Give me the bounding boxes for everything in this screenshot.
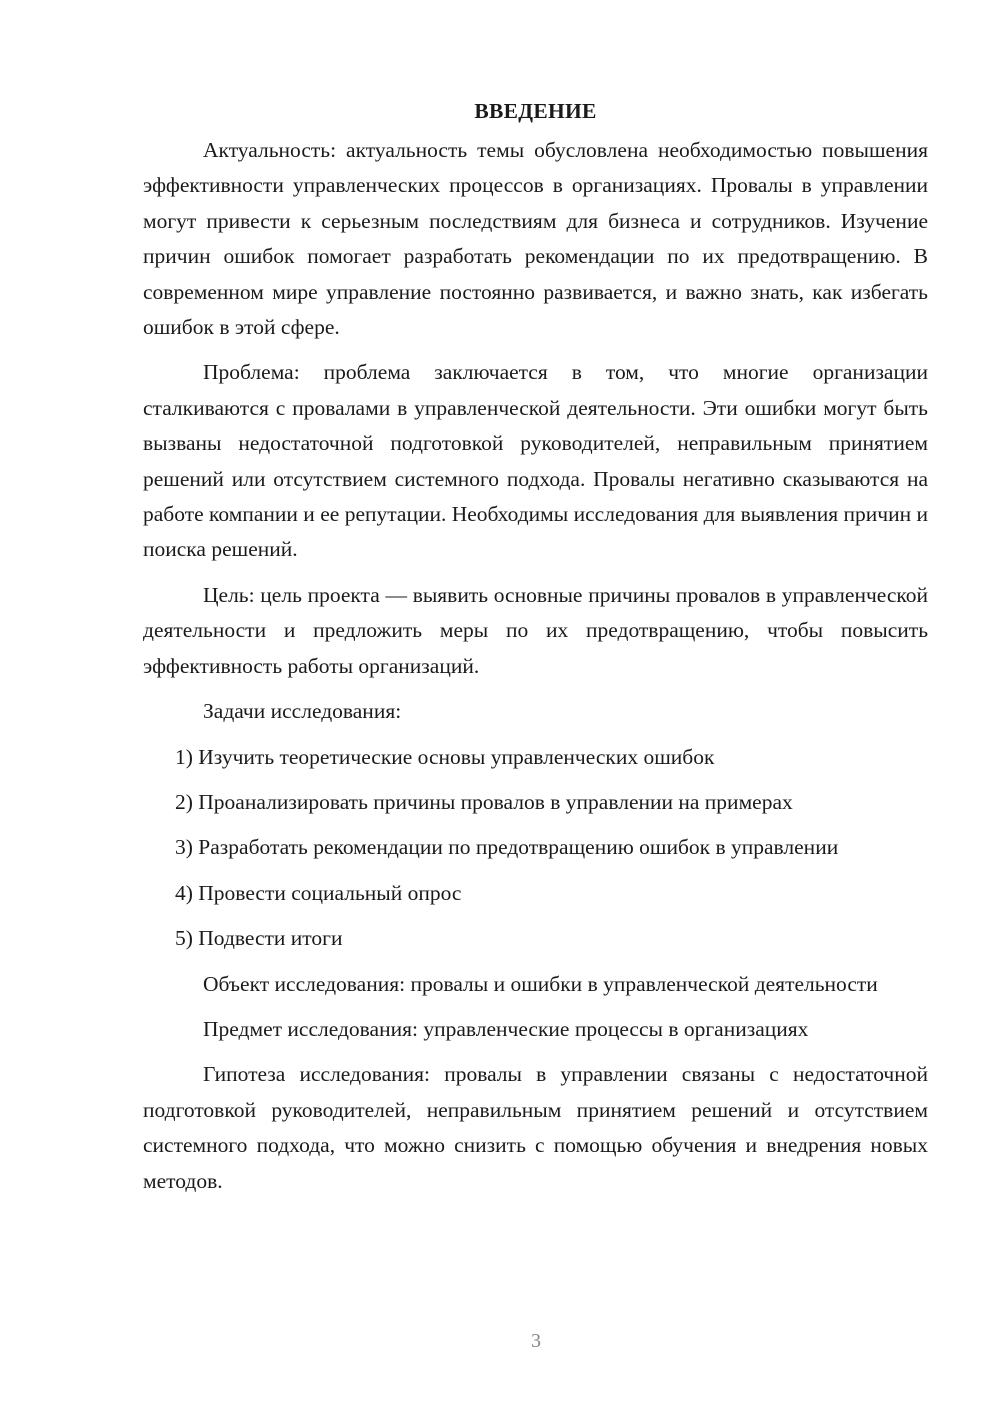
tasks-heading: Задачи исследования: [203, 699, 402, 724]
task-item-3: 3) Разработать рекомендации по предотвращению ошибок в управлении [175, 835, 839, 860]
page-number: 3 [531, 1330, 541, 1352]
page-title: ВВЕДЕНИЕ [474, 99, 597, 123]
task-item-4: 4) Провести социальный опрос [175, 880, 462, 905]
task-item-2: 2) Проанализировать причины провалов в управлении на примерах [175, 789, 793, 814]
task-item-5: 5) Подвести итоги [175, 926, 343, 951]
relevance-paragraph: Актуальность: актуальность темы обусловлена необходимостью повышения эффективности управленческих процессов в организациях. Провалы в управлении могут привести к серьезным последствиям для бизнеса и сотрудников. Изучение причин ошибок помогает разработать рекомендации по их предотвращению. В современном мире управление постоянно развивается, и важно знать, как избегать ошибок в этой сфере. [143, 138, 928, 340]
document-page [143, 96, 928, 1209]
object-paragraph: Объект исследования: провалы и ошибки в управленческой деятельности [203, 971, 878, 996]
hypothesis-paragraph: Гипотеза исследования: провалы в управлении связаны с недостаточной подготовкой руководителей, неправильным принятием решений и отсутствием системного подхода, что можно снизить с помощью обучения и внедрения новых методов. [143, 1062, 928, 1193]
subject-paragraph: Предмет исследования: управленческие процессы в организациях [203, 1016, 809, 1041]
task-item-1: 1) Изучить теоретические основы управленческих ошибок [175, 744, 715, 769]
goal-paragraph: Цель: цель проекта — выявить основные причины провалов в управленческой деятельности и предложить меры по их предотвращению, чтобы повысить эффективность работы организаций. [143, 582, 928, 678]
problem-paragraph: Проблема: проблема заключается в том, что многие организации сталкиваются с провалами в управленческой деятельности. Эти ошибки могут быть вызваны недостаточной подготовкой руководителей, неправильным принятием решений или отсутствием системного подхода. Провалы негативно сказываются на работе компании и ее репутации. Необходимы исследования для выявления причин и поиска решений. [143, 360, 928, 562]
